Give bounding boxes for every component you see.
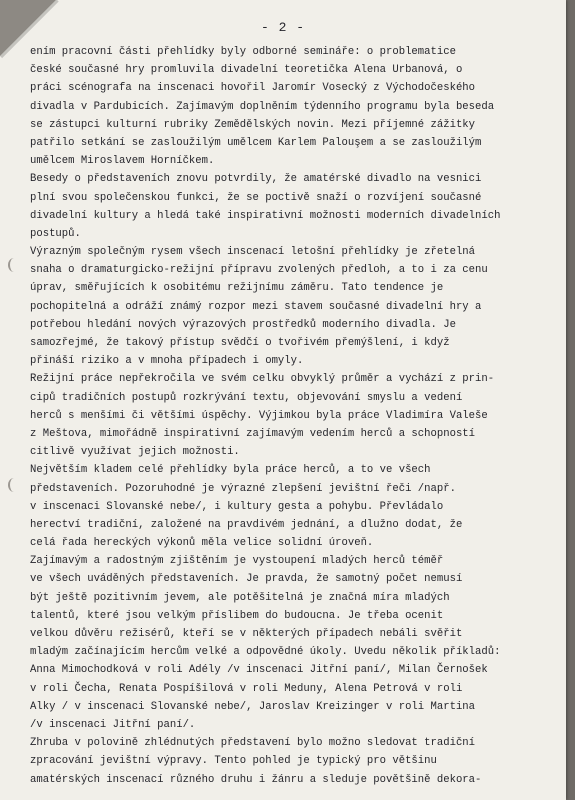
text-line: pochopitelná a odráží známý rozpor mezi stavem současné divadelní hry a xyxy=(30,300,482,313)
text-line: mladým začínajícím hercům velké a odpovědné úkoly. Uvedu několik příkladů: xyxy=(30,646,501,659)
text-line: patřilo setkání se zasloužilým umělcem Karlem Palouşem a se zasloužilým xyxy=(30,136,482,149)
text-line: samozřejmé, že takový přístup svědčí o tvořivém přemýšlení, i když xyxy=(30,337,450,349)
text-line: Režijní práce nepřekročila ve svém celku obvyklý průměr a vychází z prin- xyxy=(30,373,495,386)
text-line: herectví tradiční, založené na pravdivém jednání, a dlužno dodat, že xyxy=(30,518,463,531)
text-line: postupů. xyxy=(30,227,81,240)
text-line: ve všech uváděných představeních. Je pravda, že samotný počet nemusí xyxy=(30,573,463,586)
text-line: být ještě pozitivním jevem, ale potěšitelná je značná míra mladých xyxy=(30,591,450,604)
text-line: představeních. Pozoruhodné je výrazné zlepšení jevištní řeči /např. xyxy=(30,482,456,495)
text-line: Anna Mimochodková v roli Adély /v inscenaci Jitřní paní/, Milan Černošek xyxy=(30,664,488,677)
text-line: úprav, směřujících k osobitému režijnímu záměru. Tato tendence je xyxy=(30,282,444,295)
text-line: Největším kladem celé přehlídky byla práce herců, a to ve všech xyxy=(30,464,431,477)
text-line: práci scénografa na inscenaci hovořil Jaromír Vosecký z Východočeského xyxy=(30,82,476,95)
text-line: cipů tradičních postupů rozkrývání textu, objevování smyslu a vedení xyxy=(30,391,463,404)
punch-hole-mark xyxy=(8,258,20,272)
text-line: Zajímavým a radostným zjištěním je vystoupení mladých herců téměř xyxy=(30,555,444,568)
folded-corner xyxy=(0,0,56,56)
text-line: umělcem Miroslavem Horníčkem. xyxy=(30,155,215,168)
text-line: amatérských inscenací různého druhu i žánru a sleduje povětšině dekora- xyxy=(30,773,482,786)
text-line: Výrazným společným rysem všech inscenací letošní přehlídky je zřetelná xyxy=(30,246,476,259)
text-line: herců s menšími či většími úspěchy. Výjimkou byla práce Vladimíra Valeše xyxy=(30,409,488,422)
text-line: v inscenaci Slovanské nebe/, i kultury gesta a pohybu. Převládalo xyxy=(30,500,444,513)
text-line: velkou důvěru režisérů, kteří se v některých případech nebáli svěřit xyxy=(30,628,463,640)
text-line: zpracování jevištní výpravy. Tento pohled je typický pro většinu xyxy=(30,755,437,768)
body-text xyxy=(30,43,550,789)
text-line: Alky / v inscenaci Slovanské nebe/, Jaroslav Kreizinger v roli Martina xyxy=(30,700,476,713)
text-line: snaha o dramaturgicko-režijní přípravu zvolených předloh, a to i za cenu xyxy=(30,264,488,277)
text-line: přináší riziko a v mnoha případech i omyly. xyxy=(30,355,304,368)
punch-hole-mark xyxy=(8,478,20,492)
text-line: české současné hry promluvila divadelní teoretička Alena Urbanová, o xyxy=(30,64,463,77)
text-line: celá řada hereckých výkonů měla velice solidní úroveň. xyxy=(30,537,374,550)
text-line: talentů, které jsou velkým příslibem do budoucna. Je třeba ocenit xyxy=(30,609,444,622)
text-line: Besedy o představeních znovu potvrdily, že amatérské divadlo na vesnici xyxy=(30,173,482,186)
text-line: divadla v Pardubicích. Zajímavým doplněním týdenního programu byla beseda xyxy=(30,100,495,113)
page-number: - 2 - xyxy=(260,20,305,35)
text-line: plní svou společenskou funkci, že se poctivě snaží o rozvíjení současné xyxy=(30,191,482,204)
text-line: citlivě využívat jejich možnosti. xyxy=(30,446,240,459)
text-line: Zhruba v polovině zhlédnutých představení bylo možno sledovat tradiční xyxy=(30,737,476,750)
text-line: potřebou hledání nových výrazových prostředků moderního divadla. Je xyxy=(30,318,456,331)
text-line: divadelní kultury a hledá také inspirativní možnosti moderních divadelních xyxy=(30,209,501,222)
text-line: se zástupci kulturní rubriky Zemědělských novin. Mezi příjemné zážitky xyxy=(30,118,476,131)
text-line: v roli Čecha, Renata Pospíšilová v roli Meduny, Alena Petrová v roli xyxy=(30,682,463,695)
text-line: /v inscenaci Jitřní paní/. xyxy=(30,718,196,731)
text-line: ením pracovní části přehlídky byly odborné semináře: o problematice xyxy=(30,46,456,58)
text-line: z Meštova, mimořádně inspirativní zajímavým vedením herců a schopností xyxy=(30,427,476,440)
